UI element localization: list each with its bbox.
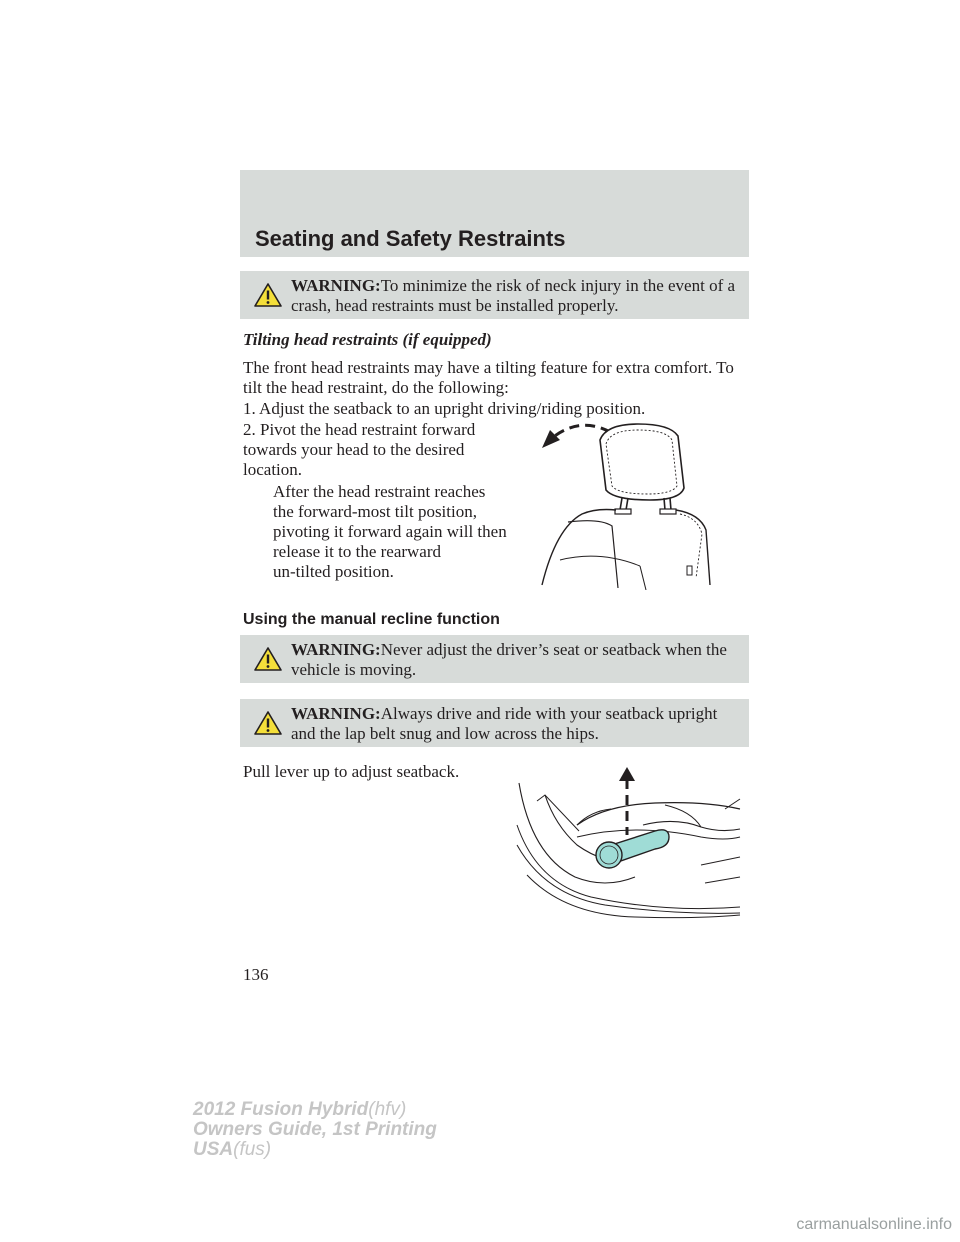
- page-number: 136: [243, 965, 269, 984]
- warning-label: WARNING:: [291, 276, 381, 295]
- warning-box-seatback-upright: [240, 699, 749, 747]
- tilting-intro: The front head restraints may have a tilting feature for extra comfort. To tilt the head restraint, do the following:: [243, 358, 734, 397]
- document-footer: 2012 Fusion Hybrid(hfv) Owners Guide, 1st Printing USA(fus): [193, 1099, 437, 1160]
- watermark: carmanualsonline.info: [796, 1216, 952, 1233]
- warning-box-seat-adjust: [240, 635, 749, 683]
- warning-triangle-icon: [253, 710, 283, 736]
- tilting-heading: Tilting head restraints (if equipped): [243, 330, 492, 349]
- warning-label: WARNING:: [291, 640, 381, 659]
- warning-text: WARNING:Always drive and ride with your seatback upright and the lap belt snug and low across the hips.: [291, 704, 718, 743]
- step-2: 2. Pivot the head restraint forward towards your head to the desired location.: [243, 420, 476, 479]
- tilt-note: After the head restraint reaches the forward-most tilt position, pivoting it forward again will then release it to the rearward un-tilted position.: [273, 482, 507, 581]
- recline-lever-illustration: [515, 765, 745, 925]
- warning-label: WARNING:: [291, 704, 381, 723]
- warning-triangle-icon: [253, 282, 283, 308]
- warning-box-neck-injury: [240, 271, 749, 319]
- warning-text: WARNING:To minimize the risk of neck injury in the event of a crash, head restraints must be installed properly.: [291, 276, 736, 315]
- section-title: Seating and Safety Restraints: [255, 226, 566, 251]
- recline-heading: Using the manual recline function: [243, 611, 500, 628]
- recline-instruction: Pull lever up to adjust seatback.: [243, 762, 460, 781]
- warning-triangle-icon: [253, 646, 283, 672]
- head-restraint-tilt-illustration: [520, 410, 745, 590]
- step-1: 1. Adjust the seatback to an upright driving/riding position.: [243, 399, 646, 418]
- warning-text: WARNING:Never adjust the driver’s seat or seatback when the vehicle is moving.: [291, 640, 727, 679]
